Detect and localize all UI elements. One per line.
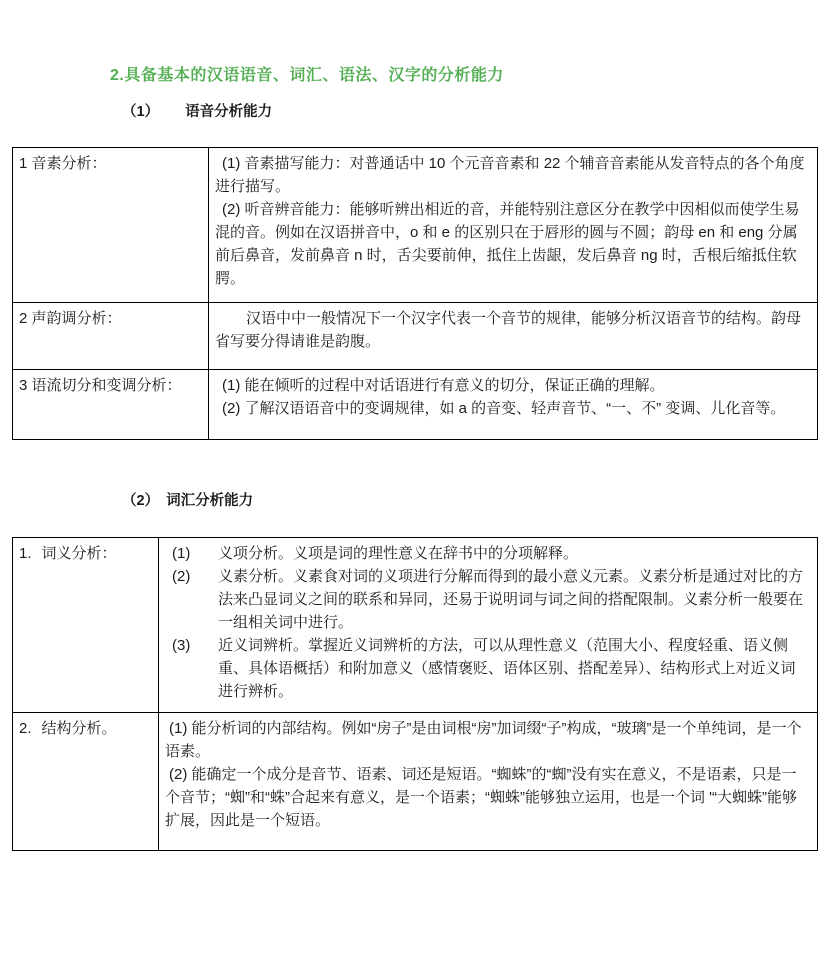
row-content xyxy=(159,713,818,851)
item-text: 义项分析。义项是词的理性意义在辞书中的分项解释。 xyxy=(218,545,579,562)
row-content xyxy=(209,303,818,370)
row-label: 1 音素分析： xyxy=(13,148,209,303)
table-row xyxy=(13,370,818,440)
row-label-text: 结构分析。 xyxy=(41,720,117,737)
numbered-item xyxy=(165,542,809,565)
row-label xyxy=(13,538,159,713)
row-label-number: 1. xyxy=(19,545,32,562)
row-label-number: 2. xyxy=(19,720,32,737)
cell-paragraph: (1) 音素描写能力：对普通话中 10 个元音音素和 22 个辅音音素能从发音特点的各个角度进行描写。 xyxy=(215,155,805,195)
numbered-item xyxy=(165,634,809,703)
cell-paragraph: (2) 能确定一个成分是音节、语素、词还是短语。“蜘蛛”的“蜘”没有实在意义，不是语素，只是一个音节；“蜘”和“蛛”合起来有意义，是一个语素；“蜘蛛”能够独立运用，也是一个词 '“大蜘蛛”能够扩展，因此是一个短语。 xyxy=(165,766,797,829)
item-text: 义素分析。义素食对词的义项进行分解而得到的最小意义元素。义素分析是通过对比的方法来凸显词义之间的联系和异同，还易于说明词与词之间的搭配限制。义素分析一般要在一组相关词中进行。 xyxy=(218,568,804,631)
section-heading: 2.具备基本的汉语语音、词汇、语法、汉字的分析能力 xyxy=(110,67,504,84)
cell-paragraph: (1) 能分析词的内部结构。例如“房子”是由词根“房”加词缀“子”构成，“玻璃”是一个单纯词，是一个语素。 xyxy=(165,720,802,760)
item-number: (3) xyxy=(172,637,191,654)
subheading-title: 语音分析能力 xyxy=(185,104,273,120)
lexical-analysis-table xyxy=(12,537,818,851)
phonetic-analysis-table xyxy=(12,147,818,440)
table-row xyxy=(13,713,818,851)
item-text: 近义词辨析。掌握近义词辨析的方法，可以从理性意义（范围大小、程度轻重、语义侧重、具体语概括）和附加意义（感情褒贬、语体区别、搭配差异）、结构形式上对近义词进行辨析。 xyxy=(218,637,796,700)
table-row xyxy=(13,538,818,713)
subheading-phonetic-analysis xyxy=(122,100,828,121)
numbered-item xyxy=(165,565,809,634)
cell-paragraph: (2) 了解汉语语音中的变调规律，如 a 的音变、轻声音节、“一、不” 变调、儿化音等。 xyxy=(222,400,786,417)
row-content xyxy=(209,148,818,303)
cell-paragraph: 汉语中中一般情况下一个汉字代表一个音节的规律，能够分析汉语音节的结构。韵母省写要分得请谁是韵腹。 xyxy=(215,310,802,350)
table-row xyxy=(13,148,818,303)
table-row xyxy=(13,303,818,370)
cell-paragraph: (2) 听音辨音能力：能够听辨出相近的音，并能特别注意区分在教学中因相似而使学生易混的音。例如在汉语拼音中，o 和 e 的区别只在于唇形的圆与不圆；韵母 en 和 eng 分属前后鼻音，发前鼻音 n 时，舌尖要前伸，抵住上齿龈，发后鼻音 ng 时，舌根后缩抵住软腭。 xyxy=(215,201,800,287)
subheading-lexical-analysis xyxy=(122,489,828,510)
item-number: (2) xyxy=(172,568,191,585)
subheading-number: （2） xyxy=(122,493,160,509)
row-content xyxy=(159,538,818,713)
subheading-number: （1） xyxy=(122,104,160,120)
row-label: 3 语流切分和变调分析： xyxy=(13,370,209,440)
cell-paragraph: (1) 能在倾听的过程中对话语进行有意义的切分，保证正确的理解。 xyxy=(222,377,665,394)
subheading-title: 词汇分析能力 xyxy=(166,493,254,509)
row-content xyxy=(209,370,818,440)
row-label: 2 声韵调分析： xyxy=(13,303,209,370)
row-label xyxy=(13,713,159,851)
item-number: (1) xyxy=(172,545,191,562)
row-label-text: 词义分析： xyxy=(41,545,117,562)
